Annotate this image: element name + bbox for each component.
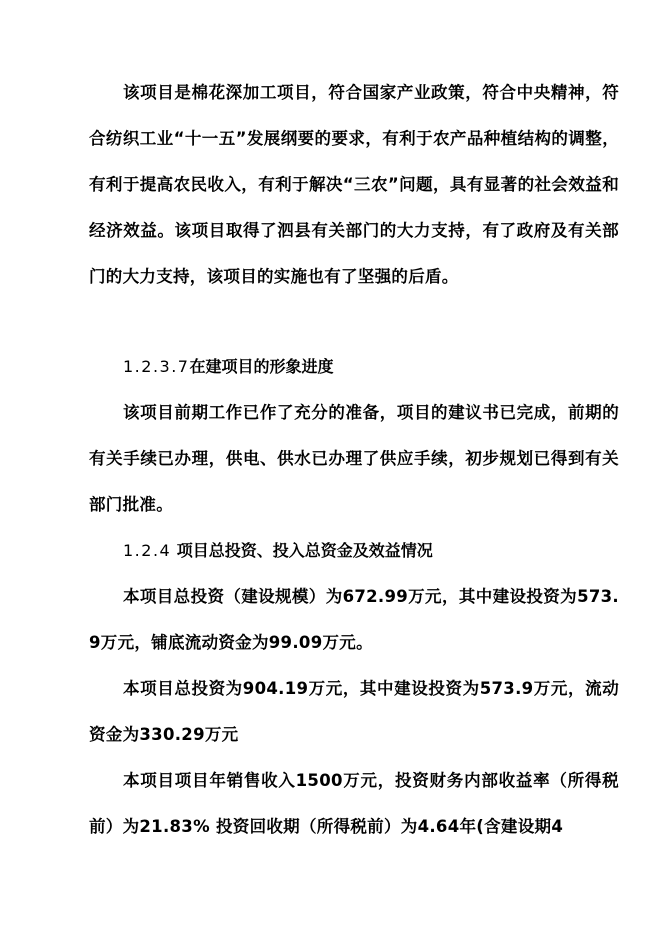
paragraph-total-investment: 本项目总投资为904.19万元，其中建设投资为573.9万元，流动资金为330.29万元 [89,679,619,744]
section-heading-construction-progress [123,344,623,390]
section-heading-total-investment [123,528,623,574]
paragraph-investment-scale: 本项目总投资（建设规模）为672.99万元，其中建设投资为573.9万元，铺底流动资金为99.09万元。 [89,587,619,652]
paragraph-preparation-status: 该项目前期工作已作了充分的准备，项目的建议书已完成，前期的有关手续已办理，供电、供水已办理了供应手续，初步规划已得到有关部门批准。 [89,403,619,514]
paragraph-revenue-returns: 本项目项目年销售收入1500万元，投资财务内部收益率（所得税前）为21.83% 投资回收期（所得税前）为4.64年(含建设期4 [89,771,619,836]
section-number: 1.2.3.7 [123,357,190,376]
paragraph-project-significance: 该项目是棉花深加工项目，符合国家产业政策，符合中央精神，符合纺织工业“十一五”发展纲要的要求，有利于农产品种植结构的调整，有利于提高农民收入，有利于解决“三农”问题，具有显著的社会效益和经济效益。该项目取得了泗县有关部门的大力支持，有了政府及有关部门的大力支持，该项目的实施也有了坚强的后盾。 [89,83,619,286]
section-number: 1.2.4 [123,541,172,560]
section-title: 在建项目的形象进度 [189,357,334,376]
section-title: 项目总投资、投入总资金及效益情况 [171,541,433,560]
